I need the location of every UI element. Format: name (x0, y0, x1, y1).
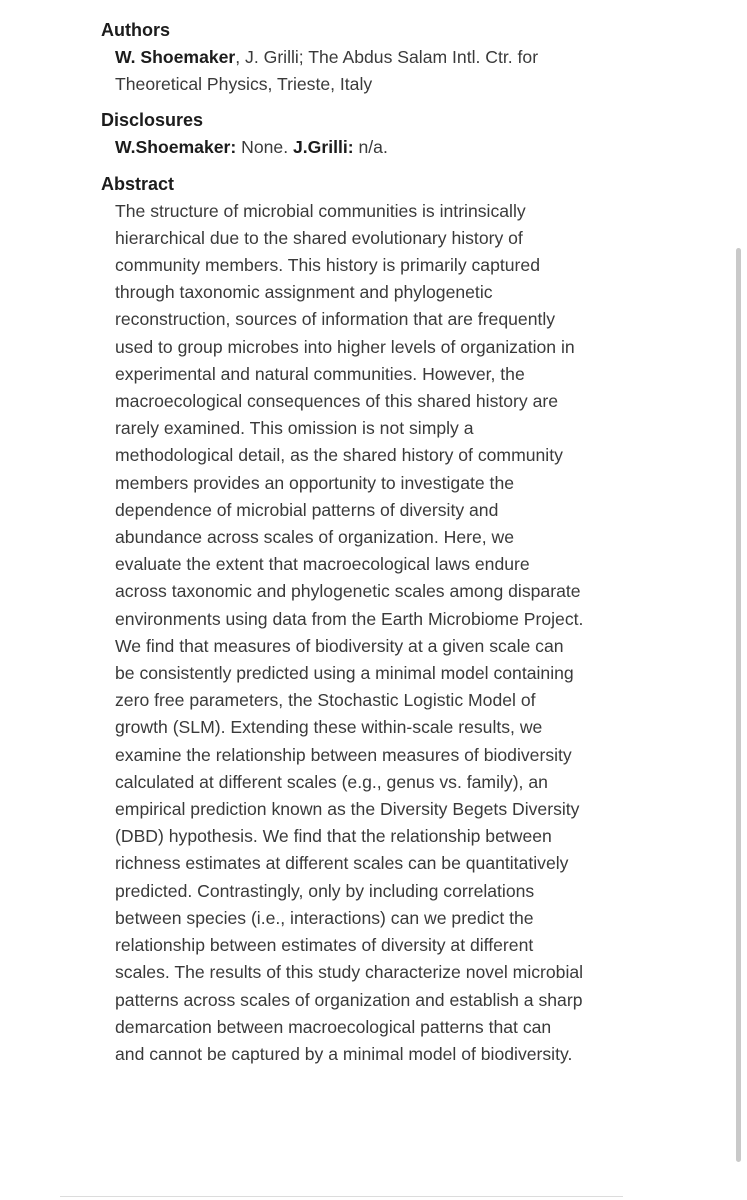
disclosures-section (101, 106, 601, 161)
disclosures-body (115, 134, 601, 161)
disclosure-value-2: n/a. (353, 137, 388, 158)
abstract-text: The structure of microbial communities is intrinsically hierarchical due to the shared evolutionary history of community members. This history is primarily captured through taxonomic assignment and phylogenetic reconstruction, sources of information that are frequently used to group microbes into higher levels of organization in experimental and natural communities. However, the macroecological consequences of this shared history are rarely examined. This omission is not simply a methodological detail, as the shared history of community members provides an opportunity to investigate the dependence of microbial patterns of diversity and abundance across scales of organization. Here, we evaluate the extent that macroecological laws endure across taxonomic and phylogenetic scales among disparate environments using data from the Earth Microbiome Project. We find that measures of biodiversity at a given scale can be consistently predicted using a minimal model containing zero free parameters, the Stochastic Logistic Model of growth (SLM). Extending these within-scale results, we examine the relationship between measures of biodiversity calculated at different scales (e.g., genus vs. family), an empirical prediction known as the Diversity Begets Diversity (DBD) hypothesis. We find that the relationship between richness estimates at different scales can be quantitatively predicted. Contrastingly, only by including correlations between species (i.e., interactions) can we predict the relationship between estimates of diversity at different scales. The results of this study characterize novel microbial patterns across scales of organization and establish a sharp demarcation between macroecological patterns that can and cannot be captured by a minimal model of biodiversity. (115, 200, 584, 1064)
lead-author-name: W. Shoemaker (115, 47, 236, 67)
authors-body (115, 44, 601, 98)
disclosure-name-1: W.Shoemaker: (115, 137, 237, 158)
authors-heading: Authors (101, 20, 170, 40)
abstract-section (101, 170, 601, 1069)
bottom-divider (60, 1196, 623, 1197)
abstract-document (101, 16, 601, 1068)
authors-section (101, 16, 601, 98)
vertical-scrollbar[interactable] (736, 248, 741, 1162)
disclosures-heading: Disclosures (101, 110, 204, 131)
abstract-heading: Abstract (101, 173, 175, 194)
disclosure-value-1: None. (236, 137, 293, 158)
authors-rest: , J. Grilli; The Abdus Salam Intl. Ctr. for Theoretical Physics, Trieste, Italy (115, 47, 539, 95)
disclosure-name-2: J.Grilli: (292, 137, 354, 158)
